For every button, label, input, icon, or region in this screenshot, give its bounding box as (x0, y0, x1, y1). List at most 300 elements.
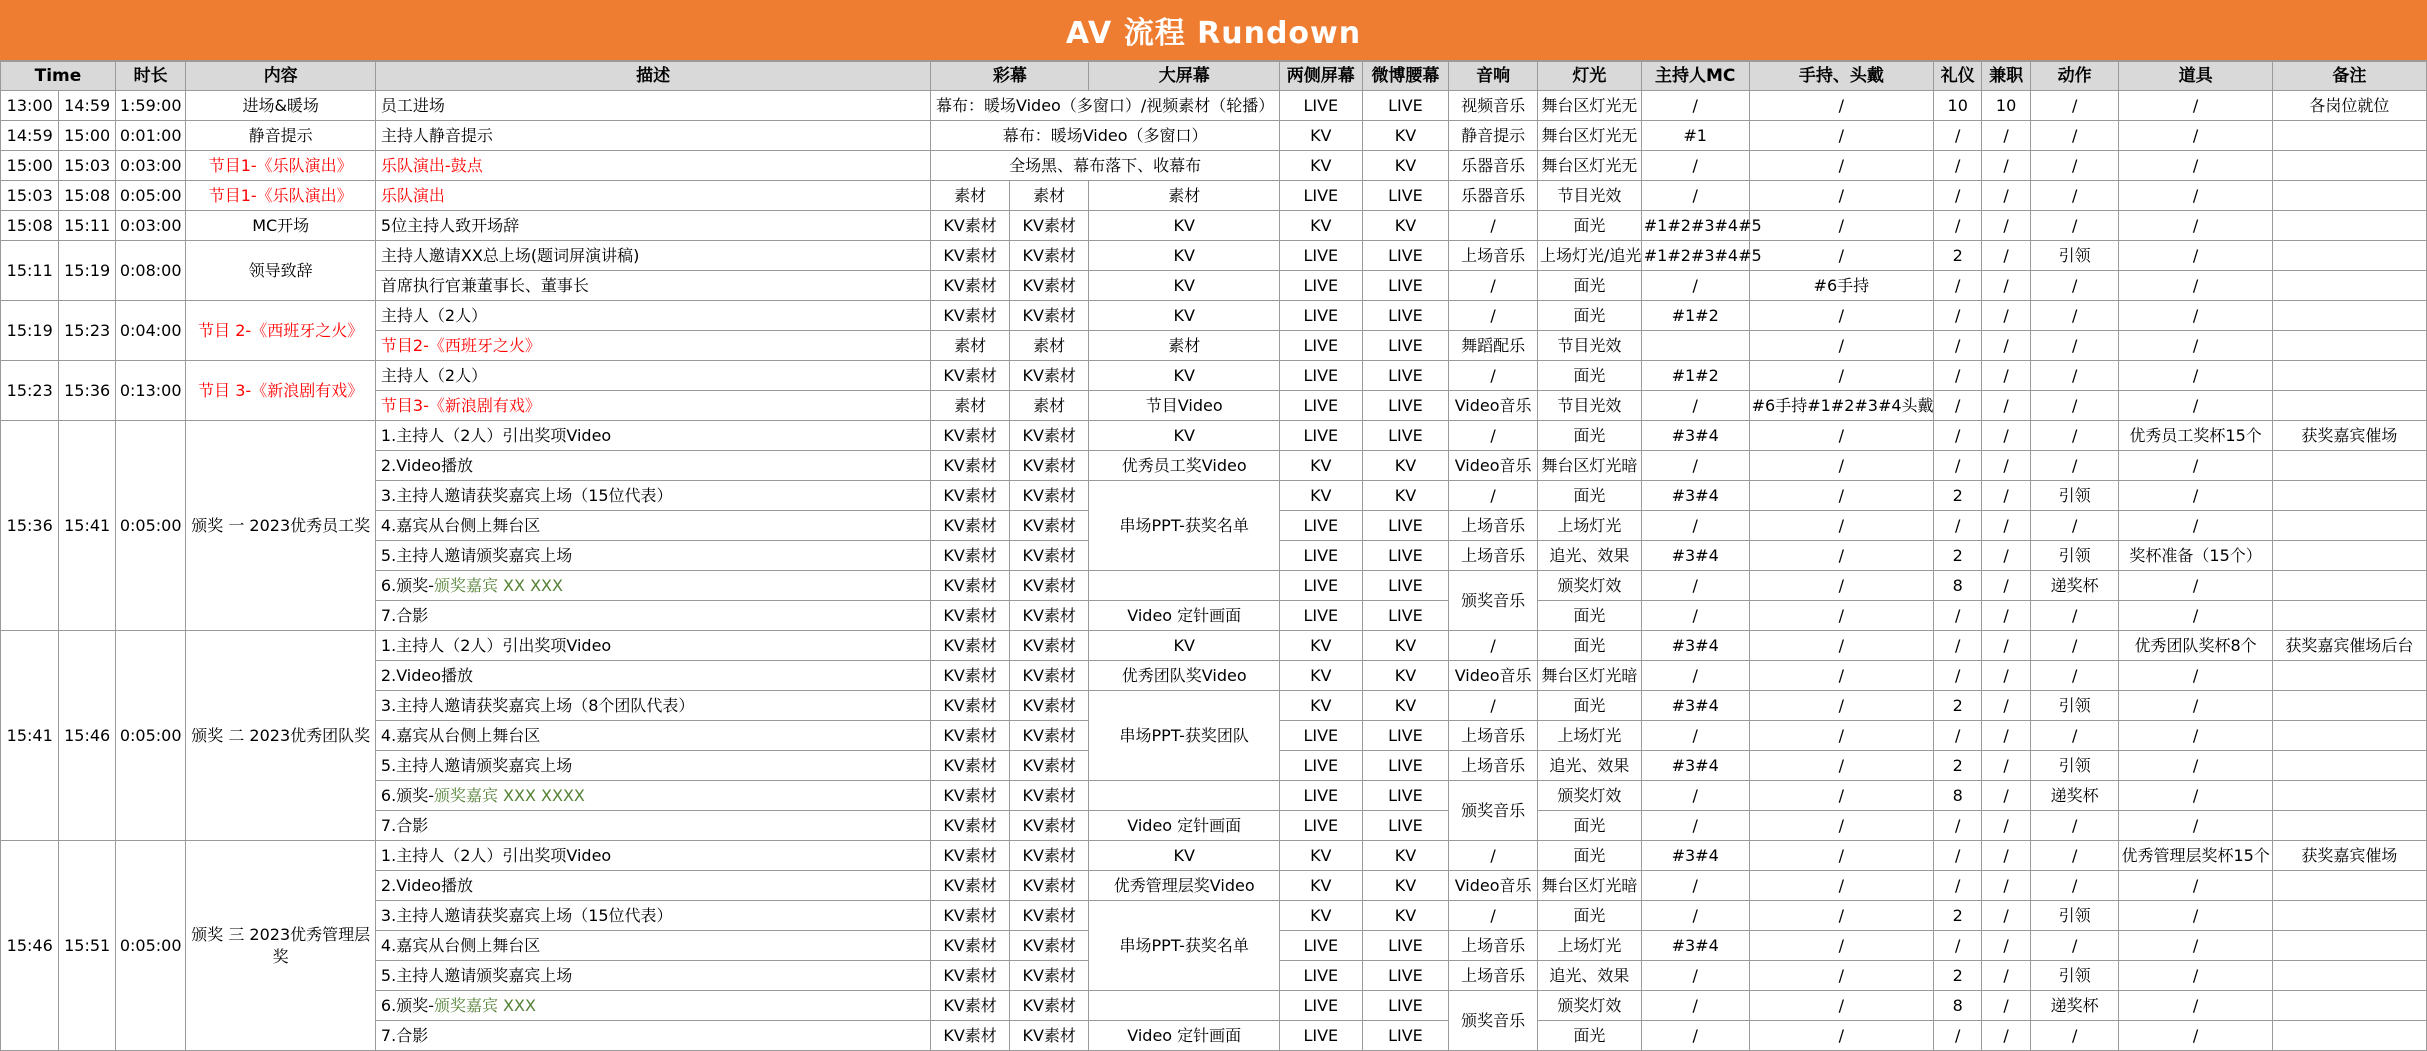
table-row (1, 121, 2427, 151)
cell: 面光 (1537, 811, 1641, 841)
presenter-name: 颁奖嘉宾 XXX XXXX (433, 785, 585, 805)
cell (2272, 1021, 2426, 1051)
cell: 乐器音乐 (1449, 181, 1538, 211)
cell: LIVE (1362, 541, 1449, 571)
cell: / (1934, 811, 1982, 841)
cell: KV素材 (931, 961, 1010, 991)
cell (2272, 271, 2426, 301)
cell: / (1641, 991, 1749, 1021)
cell: 素材 (1009, 331, 1089, 361)
cell: KV (1279, 661, 1362, 691)
cell: / (2030, 451, 2119, 481)
award-step: 6.颁奖- (380, 995, 434, 1015)
cell: MC开场 (186, 211, 375, 241)
cell: KV素材 (931, 241, 1010, 271)
cell: / (2119, 451, 2272, 481)
cell: / (2030, 511, 2119, 541)
cell: 7.合影 (375, 601, 930, 631)
cell: LIVE (1279, 181, 1362, 211)
cell: KV (1279, 631, 1362, 661)
cell: 面光 (1537, 631, 1641, 661)
cell: / (1749, 871, 1933, 901)
cell (2272, 991, 2426, 1021)
cell: / (2119, 1021, 2272, 1051)
cell: / (1934, 391, 1982, 421)
cell: LIVE (1279, 991, 1362, 1021)
cell: / (1641, 871, 1749, 901)
cell: 15:36 (59, 361, 115, 421)
cell (2272, 361, 2426, 391)
cell: KV (1279, 481, 1362, 511)
cell: LIVE (1279, 331, 1362, 361)
cell: / (1982, 541, 2030, 571)
cell: 递奖杯 (2030, 991, 2119, 1021)
cell: KV (1362, 661, 1449, 691)
cell: 面光 (1537, 841, 1641, 871)
cell (2272, 391, 2426, 421)
cell: 1.主持人（2人）引出奖项Video (375, 841, 930, 871)
cell: / (1749, 151, 1933, 181)
cell: / (1749, 811, 1933, 841)
cell (1641, 331, 1749, 361)
cell: / (2119, 691, 2272, 721)
cell: / (2119, 91, 2272, 121)
cell: 奖杯准备（15个） (2119, 541, 2272, 571)
cell: 颁奖 二 2023优秀团队奖 (186, 631, 375, 841)
cell: 15:00 (59, 121, 115, 151)
cell: #6手持 (1749, 271, 1933, 301)
cell: #1#2 (1641, 301, 1749, 331)
cell: 节目 3-《新浪剧有戏》 (186, 361, 375, 421)
cell: KV素材 (1009, 751, 1089, 781)
header-etiquette: 礼仪 (1934, 62, 1982, 91)
cell: 节目光效 (1537, 331, 1641, 361)
cell: / (1749, 721, 1933, 751)
cell: 视频音乐 (1449, 91, 1538, 121)
cell: KV (1279, 451, 1362, 481)
cell: 0:13:00 (115, 361, 186, 421)
cell: 面光 (1537, 1021, 1641, 1051)
cell: KV (1362, 901, 1449, 931)
cell (375, 991, 930, 1021)
cell: 串场PPT-获奖名单 (1089, 901, 1279, 991)
cell: 颁奖音乐 (1449, 571, 1538, 631)
cell: / (1641, 451, 1749, 481)
cell: / (1749, 331, 1933, 361)
cell: / (1449, 211, 1538, 241)
cell: / (2030, 391, 2119, 421)
cell: #1 (1641, 121, 1749, 151)
cell: / (1982, 901, 2030, 931)
cell: KV (1362, 691, 1449, 721)
header-props: 道具 (2119, 62, 2272, 91)
cell: 8 (1934, 991, 1982, 1021)
cell: 舞台区灯光无 (1537, 91, 1641, 121)
cell: KV素材 (931, 931, 1010, 961)
cell: / (1982, 421, 2030, 451)
cell: 5.主持人邀请颁奖嘉宾上场 (375, 961, 930, 991)
cell: 15:08 (59, 181, 115, 211)
cell: KV素材 (931, 481, 1010, 511)
header-part-time: 兼职 (1982, 62, 2030, 91)
cell: / (1982, 841, 2030, 871)
cell: / (2119, 301, 2272, 331)
cell: 上场音乐 (1449, 541, 1538, 571)
cell: 上场灯光 (1537, 931, 1641, 961)
cell: / (1982, 361, 2030, 391)
cell: 舞蹈配乐 (1449, 331, 1538, 361)
cell: KV (1279, 871, 1362, 901)
cell: 节目2-《西班牙之火》 (375, 331, 930, 361)
cell: KV素材 (1009, 451, 1089, 481)
cell: / (1749, 301, 1933, 331)
cell: #1#2#3#4#5 (1641, 211, 1749, 241)
cell (375, 571, 930, 601)
cell: 15:41 (59, 421, 115, 631)
cell: KV素材 (1009, 301, 1089, 331)
award-step: 6.颁奖- (380, 785, 434, 805)
cell: / (1934, 631, 1982, 661)
cell: KV (1089, 631, 1279, 661)
cell: #3#4 (1641, 751, 1749, 781)
presenter-name: 颁奖嘉宾 XX XXX (433, 575, 563, 595)
cell: / (2119, 961, 2272, 991)
cell: 舞台区灯光暗 (1537, 661, 1641, 691)
cell: 3.主持人邀请获奖嘉宾上场（15位代表） (375, 901, 930, 931)
table-row (1, 151, 2427, 181)
cell: 上场音乐 (1449, 721, 1538, 751)
cell: / (1982, 691, 2030, 721)
cell: 1.主持人（2人）引出奖项Video (375, 421, 930, 451)
cell: 上场灯光/追光 (1537, 241, 1641, 271)
cell: 面光 (1537, 691, 1641, 721)
cell: 2 (1934, 901, 1982, 931)
cell: LIVE (1279, 811, 1362, 841)
cell: 上场灯光 (1537, 721, 1641, 751)
cell: / (1641, 511, 1749, 541)
cell: LIVE (1279, 931, 1362, 961)
cell: / (1934, 1021, 1982, 1051)
cell: KV素材 (931, 691, 1010, 721)
cell: KV素材 (1009, 421, 1089, 451)
cell: LIVE (1279, 241, 1362, 271)
cell: 面光 (1537, 211, 1641, 241)
cell: 15:03 (59, 151, 115, 181)
cell: LIVE (1279, 541, 1362, 571)
cell: / (1934, 151, 1982, 181)
cell: / (2030, 931, 2119, 961)
table-row (1, 241, 2427, 271)
cell (2272, 181, 2426, 211)
cell: / (2030, 631, 2119, 661)
cell: 2 (1934, 961, 1982, 991)
cell: 15:23 (59, 301, 115, 361)
cell: 上场音乐 (1449, 241, 1538, 271)
cell: / (1749, 901, 1933, 931)
cell (2272, 121, 2426, 151)
cell: LIVE (1362, 391, 1449, 421)
cell (2272, 901, 2426, 931)
cell: 递奖杯 (2030, 781, 2119, 811)
cell: / (1749, 421, 1933, 451)
cell: / (2030, 421, 2119, 451)
cell: 优秀员工奖杯15个 (2119, 421, 2272, 451)
cell (2272, 601, 2426, 631)
cell: / (1934, 601, 1982, 631)
cell: 追光、效果 (1537, 751, 1641, 781)
cell: / (1641, 151, 1749, 181)
cell: KV (1279, 211, 1362, 241)
cell: 舞台区灯光暗 (1537, 451, 1641, 481)
cell: 15:11 (59, 211, 115, 241)
cell: 0:04:00 (115, 301, 186, 361)
cell: / (1749, 511, 1933, 541)
cell: 引领 (2030, 901, 2119, 931)
cell: KV素材 (931, 271, 1010, 301)
cell: KV (1279, 901, 1362, 931)
cell: KV素材 (931, 811, 1010, 841)
cell: / (2119, 781, 2272, 811)
cell: 15:00 (1, 151, 59, 181)
cell: 0:03:00 (115, 211, 186, 241)
cell: LIVE (1362, 931, 1449, 961)
table-row (1, 301, 2427, 331)
cell: 舞台区灯光暗 (1537, 871, 1641, 901)
cell: / (2030, 211, 2119, 241)
cell: 颁奖 三 2023优秀管理层奖 (186, 841, 375, 1051)
cell: 引领 (2030, 241, 2119, 271)
cell: 14:59 (1, 121, 59, 151)
cell: 0:03:00 (115, 151, 186, 181)
cell: KV素材 (931, 661, 1010, 691)
cell: KV (1362, 151, 1449, 181)
cell: KV素材 (1009, 721, 1089, 751)
cell: / (1749, 91, 1933, 121)
cell: 0:05:00 (115, 631, 186, 841)
cell: / (2119, 871, 2272, 901)
cell: KV素材 (931, 751, 1010, 781)
cell: / (2030, 121, 2119, 151)
cell: 颁奖音乐 (1449, 781, 1538, 841)
cell: / (1641, 661, 1749, 691)
cell: KV (1279, 151, 1362, 181)
cell: / (1749, 481, 1933, 511)
cell: 4.嘉宾从台侧上舞台区 (375, 721, 930, 751)
cell: KV (1089, 211, 1279, 241)
cell: 优秀员工奖Video (1089, 451, 1279, 481)
cell: KV素材 (931, 601, 1010, 631)
cell: 引领 (2030, 751, 2119, 781)
cell: 主持人静音提示 (375, 121, 930, 151)
cell: KV (1089, 301, 1279, 331)
cell: / (1641, 181, 1749, 211)
cell: / (2030, 271, 2119, 301)
cell: KV素材 (931, 361, 1010, 391)
cell (2272, 811, 2426, 841)
table-row (1, 421, 2427, 451)
header-time: Time (1, 62, 116, 91)
cell (2272, 331, 2426, 361)
cell: / (1982, 751, 2030, 781)
cell: 舞台区灯光无 (1537, 151, 1641, 181)
cell: #3#4 (1641, 481, 1749, 511)
cell: KV素材 (1009, 361, 1089, 391)
cell: / (1749, 541, 1933, 571)
cell: LIVE (1362, 721, 1449, 751)
cell: / (1934, 451, 1982, 481)
cell: / (1449, 301, 1538, 331)
cell: 颁奖灯效 (1537, 991, 1641, 1021)
cell: KV素材 (931, 541, 1010, 571)
cell: / (2119, 211, 2272, 241)
header-color-curtain: 彩幕 (931, 62, 1089, 91)
cell: KV素材 (1009, 511, 1089, 541)
cell: LIVE (1362, 601, 1449, 631)
cell: 员工进场 (375, 91, 930, 121)
cell (2272, 661, 2426, 691)
cell: / (2030, 181, 2119, 211)
cell: KV素材 (931, 631, 1010, 661)
cell: 15:41 (1, 631, 59, 841)
header-notes: 备注 (2272, 62, 2426, 91)
cell: 节目 2-《西班牙之火》 (186, 301, 375, 361)
cell: / (1982, 271, 2030, 301)
cell (2272, 241, 2426, 271)
cell: 幕布：暖场Video（多窗口） (931, 121, 1280, 151)
header-description: 描述 (375, 62, 930, 91)
cell: / (2119, 901, 2272, 931)
cell: 2 (1934, 691, 1982, 721)
cell (2272, 691, 2426, 721)
cell: / (1749, 571, 1933, 601)
cell: / (1982, 211, 2030, 241)
cell: KV素材 (931, 511, 1010, 541)
header-side-screens: 两侧屏幕 (1279, 62, 1362, 91)
cell: / (1749, 961, 1933, 991)
cell: / (1934, 301, 1982, 331)
cell: 素材 (931, 181, 1010, 211)
cell: 8 (1934, 781, 1982, 811)
cell: KV素材 (931, 301, 1010, 331)
table-row (1, 211, 2427, 241)
cell: / (2119, 721, 2272, 751)
cell: / (1749, 661, 1933, 691)
cell: 2.Video播放 (375, 661, 930, 691)
cell: LIVE (1279, 361, 1362, 391)
cell: 幕布：暖场Video（多窗口）/视频素材（轮播） (931, 91, 1280, 121)
cell: 颁奖灯效 (1537, 571, 1641, 601)
cell: 4.嘉宾从台侧上舞台区 (375, 511, 930, 541)
cell: 优秀管理层奖杯15个 (2119, 841, 2272, 871)
cell: 各岗位就位 (2272, 91, 2426, 121)
cell: / (1982, 241, 2030, 271)
cell: KV素材 (1009, 961, 1089, 991)
cell: 15:03 (1, 181, 59, 211)
cell: 优秀团队奖杯8个 (2119, 631, 2272, 661)
cell: / (1934, 181, 1982, 211)
cell: LIVE (1279, 391, 1362, 421)
cell: 乐器音乐 (1449, 151, 1538, 181)
cell: 串场PPT-获奖名单 (1089, 481, 1279, 571)
cell: #3#4 (1641, 421, 1749, 451)
cell: KV素材 (1009, 271, 1089, 301)
cell: KV (1362, 841, 1449, 871)
cell (2272, 961, 2426, 991)
cell: / (2119, 931, 2272, 961)
cell: / (1934, 121, 1982, 151)
cell: / (1641, 601, 1749, 631)
cell: KV素材 (931, 211, 1010, 241)
cell (2272, 151, 2426, 181)
cell: 颁奖音乐 (1449, 991, 1538, 1051)
cell: #3#4 (1641, 931, 1749, 961)
cell: 2.Video播放 (375, 871, 930, 901)
cell: / (1934, 931, 1982, 961)
cell: 2 (1934, 481, 1982, 511)
cell: 13:00 (1, 91, 59, 121)
cell: / (1982, 661, 2030, 691)
cell: / (1749, 1021, 1933, 1051)
cell: / (1934, 421, 1982, 451)
cell: KV (1089, 841, 1279, 871)
cell: / (1449, 691, 1538, 721)
cell (2272, 931, 2426, 961)
cell: / (1749, 211, 1933, 241)
cell: / (1982, 721, 2030, 751)
cell: KV素材 (1009, 571, 1089, 601)
cell: / (1641, 391, 1749, 421)
header-lighting: 灯光 (1537, 62, 1641, 91)
cell: 节目光效 (1537, 391, 1641, 421)
cell: LIVE (1362, 91, 1449, 121)
header-content: 内容 (186, 62, 375, 91)
cell: 3.主持人邀请获奖嘉宾上场（8个团队代表） (375, 691, 930, 721)
cell: Video音乐 (1449, 391, 1538, 421)
cell: LIVE (1362, 301, 1449, 331)
cell: KV (1279, 691, 1362, 721)
cell: / (2119, 751, 2272, 781)
cell (2272, 781, 2426, 811)
cell: / (1982, 181, 2030, 211)
cell: / (1749, 451, 1933, 481)
cell: LIVE (1362, 961, 1449, 991)
cell: KV素材 (931, 421, 1010, 451)
cell: KV素材 (931, 991, 1010, 1021)
cell: KV素材 (931, 871, 1010, 901)
cell: / (1934, 871, 1982, 901)
cell: LIVE (1362, 331, 1449, 361)
cell: 5.主持人邀请颁奖嘉宾上场 (375, 751, 930, 781)
cell: LIVE (1279, 961, 1362, 991)
cell: 上场音乐 (1449, 751, 1538, 781)
cell: 2.Video播放 (375, 451, 930, 481)
cell (2272, 541, 2426, 571)
cell: 进场&暖场 (186, 91, 375, 121)
cell: 追光、效果 (1537, 961, 1641, 991)
cell: Video音乐 (1449, 451, 1538, 481)
cell: 素材 (1089, 181, 1279, 211)
cell: / (1982, 511, 2030, 541)
cell: / (1749, 241, 1933, 271)
cell: / (2119, 181, 2272, 211)
cell: KV素材 (1009, 781, 1089, 811)
cell (2272, 871, 2426, 901)
cell: #3#4 (1641, 541, 1749, 571)
cell: 乐队演出-鼓点 (375, 151, 930, 181)
cell: / (1934, 271, 1982, 301)
cell (1089, 781, 1279, 811)
cell: / (1749, 781, 1933, 811)
